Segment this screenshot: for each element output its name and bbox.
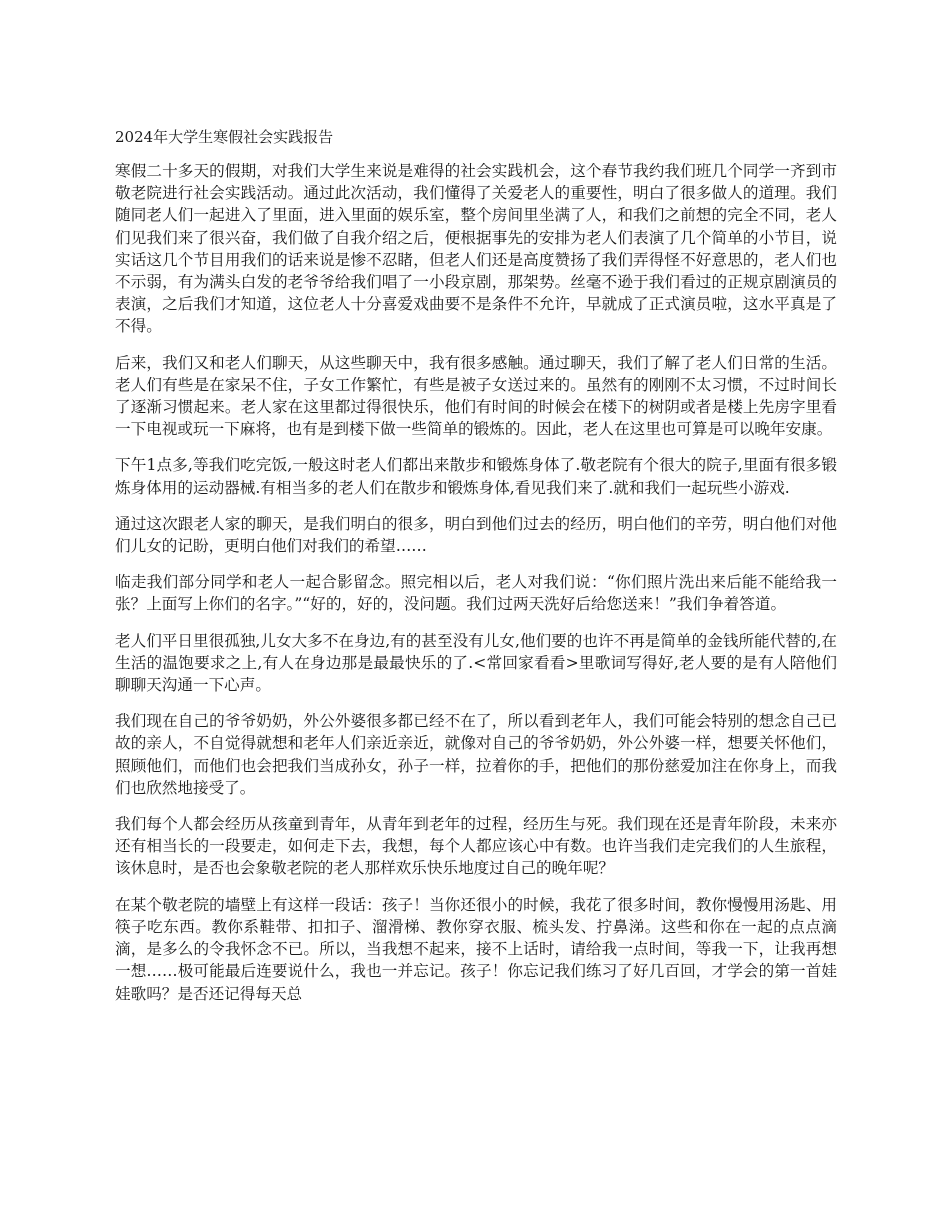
- paragraph-8: 我们每个人都会经历从孩童到青年，从青年到老年的过程，经历生与死。我们现在还是青年阶段，未来亦还有相当长的一段要走，如何走下去，我想，每个人都应该心中有数。也许当我们走完我们的人生旅程，该休息时，是否也会象敬老院的老人那样欢乐快乐地度过自己的晚年呢？: [115, 815, 837, 878]
- paragraph-9: 在某个敬老院的墙壁上有这样一段话：孩子！当你还很小的时候，我花了很多时间，教你慢慢用汤匙、用筷子吃东西。教你系鞋带、扣扣子、溜滑梯、教你穿衣服、梳头发、拧鼻涕。这些和你在一起的点点滴滴，是多么的令我怀念不已。所以，当我想不起来，接不上话时，请给我一点时间，等我一下，让我再想一想……极可能最后连要说什么，我也一并忘记。孩子！你忘记我们练习了好几百回，才学会的第一首娃娃歌吗？是否还记得每天总: [115, 895, 837, 1003]
- paragraph-7: 我们现在自己的爷爷奶奶，外公外婆很多都已经不在了，所以看到老年人，我们可能会特别的想念自己已故的亲人，不自觉得就想和老年人们亲近亲近，就像对自己的爷爷奶奶，外公外婆一样，想要关怀他们，照顾他们，而他们也会把我们当成孙女，孙子一样，拉着你的手，把他们的那份慈爱加注在你身上，而我们也欣然地接受了。: [115, 712, 837, 797]
- document-page: [115, 126, 837, 1050]
- paragraph-3: 下午1点多,等我们吃完饭,一般这时老人们都出来散步和锻炼身体了.敬老院有个很大的院子,里面有很多锻炼身体用的运动器械.有相当多的老人们在散步和锻炼身体,看见我们来了.就和我们一起玩些小游戏.: [115, 456, 837, 497]
- paragraph-1: 寒假二十多天的假期，对我们大学生来说是难得的社会实践机会，这个春节我约我们班几个同学一齐到市敬老院进行社会实践活动。通过此次活动，我们懂得了关爱老人的重要性，明白了很多做人的道理。我们随同老人们一起进入了里面，进入里面的娱乐室，整个房间里坐满了人，和我们之前想的完全不同，老人们见我们来了很兴奋，我们做了自我介绍之后，便根据事先的安排为老人们表演了几个简单的小节目，说实话这几个节目用我们的话来说是惨不忍睹，但老人们还是高度赞扬了我们弄得怪不好意思的，老人们也不示弱，有为满头白发的老爷爷给我们唱了一小段京剧，那架势。丝毫不逊于我们看过的正规京剧演员的表演，之后我们才知道，这位老人十分喜爱戏曲要不是条件不允许，早就成了正式演员啦，这水平真是了不得。: [115, 162, 837, 336]
- paragraph-2: 后来，我们又和老人们聊天，从这些聊天中，我有很多感触。通过聊天，我们了解了老人们日常的生活。老人们有些是在家呆不住，子女工作繁忙，有些是被子女送过来的。虽然有的刚刚不太习惯，不过时间长了逐渐习惯起来。老人家在这里都过得很快乐，他们有时间的时候会在楼下的树阴或者是楼上先房字里看一下电视或玩一下麻将，也有是到楼下做一些简单的锻炼的。因此，老人在这里也可算是可以晚年安康。: [115, 353, 837, 439]
- paragraph-4: 通过这次跟老人家的聊天，是我们明白的很多，明白到他们过去的经历，明白他们的辛劳，明白他们对他们儿女的记盼，更明白他们对我们的希望……: [115, 514, 837, 556]
- paragraph-5: 临走我们部分同学和老人一起合影留念。照完相以后，老人对我们说：“你们照片洗出来后能不能给我一张？上面写上你们的名字。”“好的，好的，没问题。我们过两天洗好后给您送来！”我们争着答道。: [115, 573, 837, 614]
- paragraph-6: 老人们平日里很孤独,儿女大多不在身边,有的甚至没有儿女,他们要的也许不再是简单的金钱所能代替的,在生活的温饱要求之上,有人在身边那是最最快乐的了.<常回家看看>里歌词写得好,老人要的是有人陪他们聊聊天沟通一下心声。: [115, 631, 837, 695]
- document-title: 2024年大学生寒假社会实践报告: [115, 128, 334, 146]
